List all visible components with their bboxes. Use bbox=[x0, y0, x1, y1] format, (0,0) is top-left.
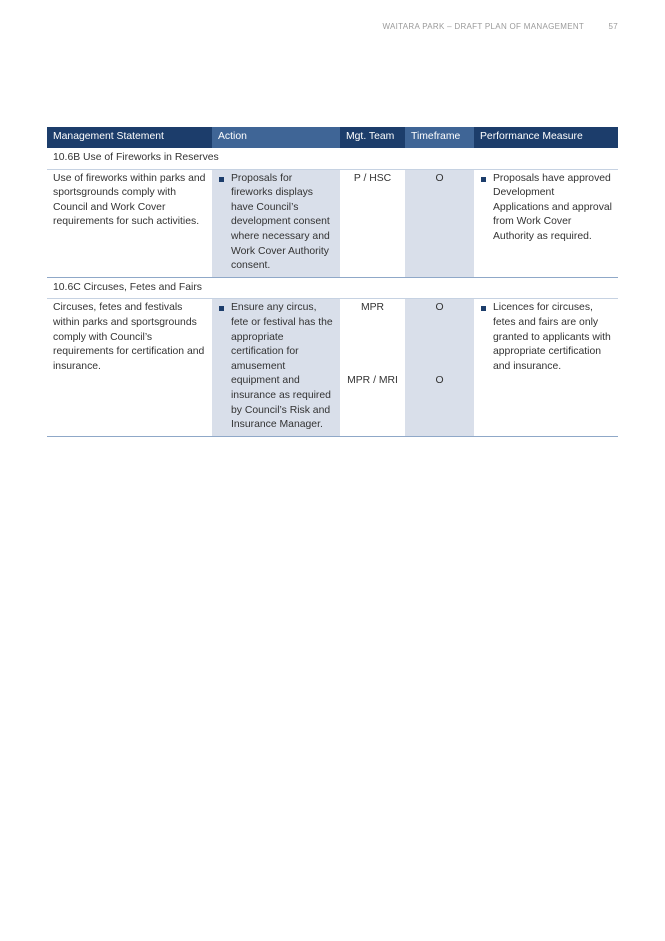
mgt-team-cell bbox=[340, 169, 405, 277]
action-text: Ensure any circus, fete or festival has the appropriate certification for amusement equipment and insurance as required by Council’s Risk and Insurance Manager. bbox=[231, 302, 333, 431]
section-heading-row bbox=[47, 277, 618, 299]
management-statement-cell: Use of fireworks within parks and sportsgrounds comply with Council and Work Cover requirements for such activities. bbox=[47, 169, 212, 277]
page-number: 57 bbox=[608, 22, 618, 31]
performance-measure-text: Proposals have approved Development Applications and approval from Work Cover Authority as required. bbox=[493, 172, 612, 242]
timeframe-value: O bbox=[435, 172, 444, 184]
running-header bbox=[382, 22, 618, 31]
timeframe-value: O bbox=[435, 302, 444, 314]
table-row bbox=[47, 299, 618, 436]
action-cell bbox=[212, 169, 340, 277]
section-heading-row bbox=[47, 148, 618, 169]
bullet-square-icon bbox=[219, 306, 224, 311]
table-row bbox=[47, 169, 618, 277]
column-header-action: Action bbox=[212, 127, 340, 148]
column-header-performance-measure: Performance Measure bbox=[474, 127, 618, 148]
timeframe-cell bbox=[405, 299, 474, 436]
performance-measure-text: Licences for circuses, fetes and fairs are only granted to applicants with appropriate certification and insurance. bbox=[493, 302, 611, 372]
bullet-square-icon bbox=[219, 177, 224, 182]
column-header-management-statement: Management Statement bbox=[47, 127, 212, 148]
mgt-team-value: MPR / MRI bbox=[347, 375, 398, 387]
section-title: 10.6C Circuses, Fetes and Fairs bbox=[47, 277, 618, 299]
timeframe-value: O bbox=[435, 375, 444, 387]
column-header-timeframe: Timeframe bbox=[405, 127, 474, 148]
performance-measure-cell bbox=[474, 169, 618, 277]
action-cell bbox=[212, 299, 340, 436]
section-title: 10.6B Use of Fireworks in Reserves bbox=[47, 148, 618, 169]
performance-measure-cell bbox=[474, 299, 618, 436]
action-text: Proposals for fireworks displays have Council’s development consent where necessary and Work Cover Authority consent. bbox=[231, 172, 330, 272]
table-header-row bbox=[47, 127, 618, 148]
mgt-team-value: P / HSC bbox=[353, 172, 392, 184]
management-table bbox=[47, 127, 618, 437]
document-title: WAITARA PARK – DRAFT PLAN OF MANAGEMENT bbox=[382, 22, 584, 31]
column-header-mgt-team: Mgt. Team bbox=[340, 127, 405, 148]
timeframe-cell bbox=[405, 169, 474, 277]
mgt-team-cell bbox=[340, 299, 405, 436]
bullet-square-icon bbox=[481, 306, 486, 311]
bullet-square-icon bbox=[481, 177, 486, 182]
mgt-team-value: MPR bbox=[360, 302, 385, 314]
management-statement-cell: Circuses, fetes and festivals within parks and sportsgrounds comply with Council’s requirements for certification and insurance. bbox=[47, 299, 212, 436]
